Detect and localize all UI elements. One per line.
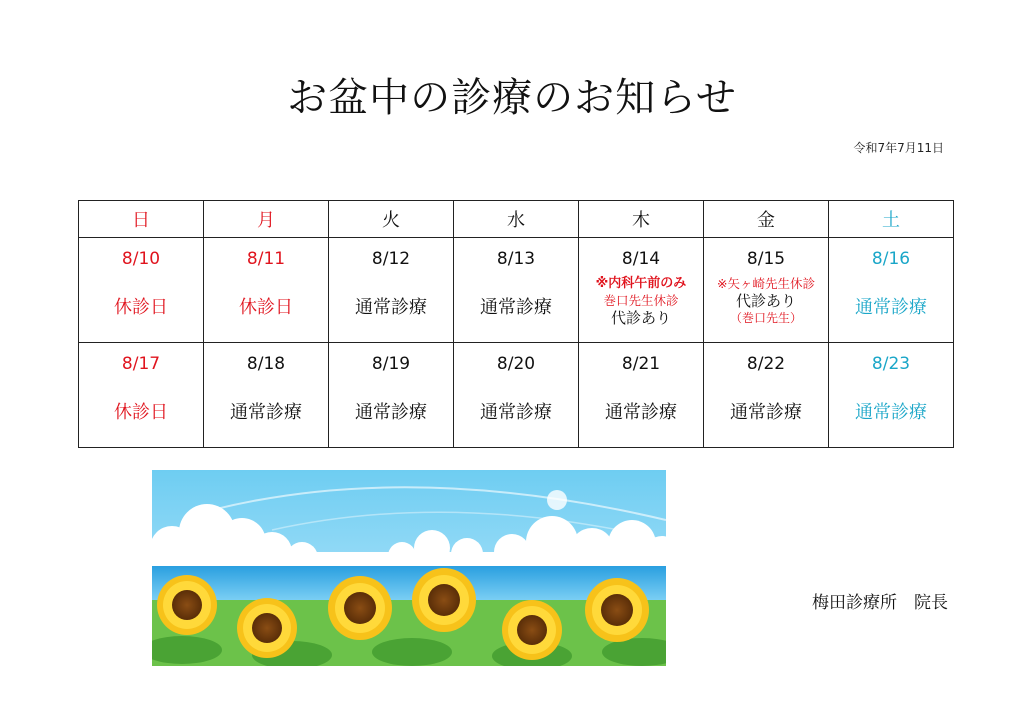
day-date: 8/19 bbox=[371, 354, 411, 374]
day-date: 8/12 bbox=[371, 249, 411, 269]
day-status: 休診日 bbox=[114, 402, 168, 423]
weekday-monday: 月 bbox=[204, 201, 329, 238]
weekday-sunday: 日 bbox=[79, 201, 204, 238]
day-cell bbox=[454, 238, 579, 343]
day-cell bbox=[204, 238, 329, 343]
schedule-table bbox=[78, 200, 954, 448]
day-status: 通常診療 bbox=[855, 297, 927, 318]
day-note: 巻口先生休診 bbox=[603, 293, 679, 308]
day-cell bbox=[204, 343, 329, 448]
day-cell bbox=[579, 238, 704, 343]
issue-date: 令和7年7月11日 bbox=[853, 141, 944, 155]
day-date: 8/17 bbox=[121, 354, 161, 374]
day-date: 8/10 bbox=[121, 249, 161, 269]
day-status: 休診日 bbox=[114, 297, 168, 318]
day-date: 8/23 bbox=[871, 354, 911, 374]
day-status: 通常診療 bbox=[480, 297, 552, 318]
weekday-header-row bbox=[79, 201, 954, 238]
day-date: 8/18 bbox=[246, 354, 286, 374]
day-cell bbox=[829, 343, 954, 448]
day-note: 代診あり bbox=[735, 292, 796, 310]
day-status: 通常診療 bbox=[355, 297, 427, 318]
page-title: お盆中の診療のお知らせ bbox=[287, 75, 737, 121]
clinic-signature: 梅田診療所 院長 bbox=[812, 593, 948, 613]
day-status: 通常診療 bbox=[605, 402, 677, 423]
day-note: （巻口先生） bbox=[729, 311, 802, 325]
day-note: ※矢ヶ崎先生休診 bbox=[717, 276, 815, 291]
day-status: 通常診療 bbox=[855, 402, 927, 423]
day-cell bbox=[454, 343, 579, 448]
weekday-saturday: 土 bbox=[829, 201, 954, 238]
day-status: 通常診療 bbox=[230, 402, 302, 423]
day-status: 通常診療 bbox=[730, 402, 802, 423]
day-note: ※内科午前のみ bbox=[595, 276, 687, 291]
day-date: 8/11 bbox=[246, 249, 286, 269]
week-row-2 bbox=[79, 343, 954, 448]
day-notes bbox=[579, 275, 703, 327]
day-cell bbox=[704, 343, 829, 448]
weekday-friday: 金 bbox=[704, 201, 829, 238]
day-cell bbox=[329, 343, 454, 448]
day-cell bbox=[829, 238, 954, 343]
day-cell bbox=[579, 343, 704, 448]
day-date: 8/13 bbox=[496, 249, 536, 269]
weekday-thursday: 木 bbox=[579, 201, 704, 238]
day-date: 8/22 bbox=[746, 354, 786, 374]
day-date: 8/20 bbox=[496, 354, 536, 374]
day-status: 通常診療 bbox=[480, 402, 552, 423]
day-cell bbox=[79, 343, 204, 448]
day-notes bbox=[704, 275, 828, 327]
day-cell bbox=[79, 238, 204, 343]
day-date: 8/15 bbox=[746, 249, 786, 269]
sunflower-field-illustration bbox=[152, 470, 666, 666]
day-note: 代診あり bbox=[610, 309, 671, 327]
weekday-wednesday: 水 bbox=[454, 201, 579, 238]
day-status: 通常診療 bbox=[355, 402, 427, 423]
day-cell bbox=[704, 238, 829, 343]
week-row-1 bbox=[79, 238, 954, 343]
day-status: 休診日 bbox=[239, 297, 293, 318]
sunflower-field-icon bbox=[152, 470, 666, 666]
day-date: 8/16 bbox=[871, 249, 911, 269]
day-date: 8/14 bbox=[621, 249, 661, 269]
day-date: 8/21 bbox=[621, 354, 661, 374]
weekday-tuesday: 火 bbox=[329, 201, 454, 238]
day-cell bbox=[329, 238, 454, 343]
